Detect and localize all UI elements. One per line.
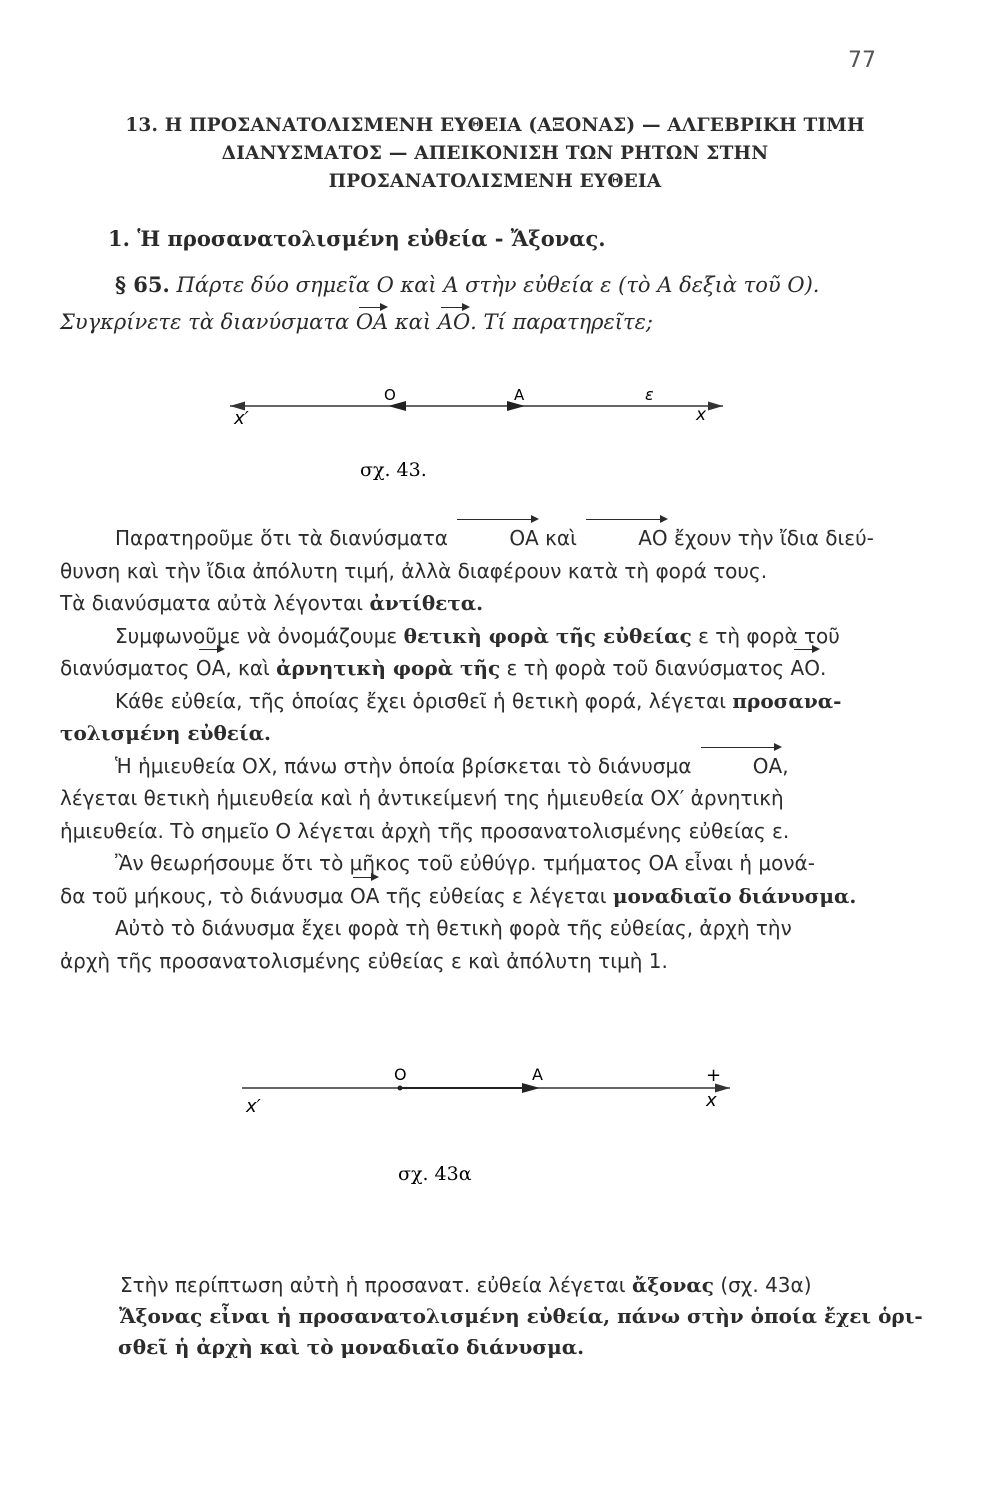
vector-oa: ΟΑ — [355, 310, 389, 334]
page-number: 77 — [848, 48, 876, 73]
paragraph-line: Κάθε εὐθεία, τῆς ὁποίας ἔχει ὁρισθεῖ ἡ θετικὴ φορά, λέγεται προσανα- — [115, 688, 842, 713]
paragraph-line: διανύσματος ΟΑ, καὶ ἀρνητικὴ φορὰ τῆς ε τὴ φορὰ τοῦ διανύσματος ΑΟ. — [60, 652, 905, 685]
x-prime-label: x′ — [234, 408, 249, 429]
term-unit-vector: μοναδιαῖο διάνυσμα. — [612, 883, 857, 908]
exercise-65-line-2 — [60, 310, 653, 334]
vector-oa: ΟΑ — [350, 880, 379, 913]
axis-definition-line: σθεῖ ἡ ἀρχὴ καὶ τὸ μοναδιαῖο διάνυσμα. — [118, 1335, 585, 1359]
vector-ao: ΑΟ — [437, 310, 471, 334]
x-label: x — [706, 1090, 717, 1111]
paragraph-line: ἡμιευθεία. Τὸ σημεῖο Ο λέγεται ἀρχὴ τῆς προσανατολισμένης εὐθείας ε. — [60, 818, 790, 843]
line-e-label: ε — [645, 385, 654, 404]
point-a-label: A — [514, 386, 525, 404]
paragraph-line: Ἡ ἡμιευθεία ΟΧ, πάνω στὴν ὁποία βρίσκεται τὸ διάνυσμα ΟΑ, — [60, 750, 905, 783]
term-axis: ἄξονας — [631, 1273, 714, 1297]
figure-43a-caption: σχ. 43α — [398, 1163, 472, 1185]
exercise-65-line-1 — [115, 272, 819, 297]
exercise-text: καὶ — [394, 310, 432, 334]
term-antitheta: ἀντίθετα. — [369, 591, 484, 615]
unit-vector-arrow — [522, 1083, 540, 1093]
vector-oa: ΟΑ — [196, 652, 225, 685]
vector-oa: ΟΑ — [454, 522, 538, 555]
paragraph-line: ἀρχὴ τῆς προσανατολισμένης εὐθείας ε καὶ ἀπόλυτη τιμὴ 1. — [60, 948, 668, 973]
arrow-head-right — [708, 402, 723, 411]
paragraph-line: τολισμένη εὐθεία. — [60, 721, 271, 745]
point-o-label: O — [394, 1065, 407, 1084]
x-label: x — [696, 405, 707, 425]
term-positive-direction: θετικὴ φορὰ τῆς εὐθείας — [403, 623, 692, 648]
x-prime-label: x′ — [246, 1096, 261, 1117]
paragraph-line: λέγεται θετικὴ ἡμιευθεία καὶ ἡ ἀντικείμενή της ἡμιευθεία ΟΧ′ ἀρνητικὴ — [60, 786, 784, 810]
figure-43-caption: σχ. 43. — [360, 459, 427, 481]
section-title — [90, 112, 900, 196]
definition-block — [118, 1270, 923, 1363]
paragraph-line: Ἂν θεωρήσουμε ὅτι τὸ μῆκος τοῦ εὐθύγρ. τμήματος ΟΑ εἶναι ἡ μονά- — [115, 851, 815, 875]
exercise-label: § 65. — [115, 272, 170, 297]
title-line-1: 13. Η ΠΡΟΣΑΝΑΤΟΛΙΣΜΕΝΗ ΕΥΘΕΙΑ (ΑΞΟΝΑΣ) — ΑΛΓΕΒΡΙΚΗ ΤΙΜΗ — [125, 115, 865, 136]
figure-43 — [220, 380, 740, 490]
paragraph-line: Τὰ διανύσματα αὐτὰ λέγονται ἀντίθετα. — [60, 591, 484, 615]
figure-43a — [230, 1060, 750, 1190]
term-oriented-line: προσανα- — [732, 688, 842, 713]
paragraph-line: Παρατηροῦμε ὅτι τὰ διανύσματα ΟΑ καὶ ΑΟ ἔχουν τὴν ἴδια διεύ- — [60, 522, 905, 555]
subsection-heading: 1. Ἡ προσανατολισμένη εὐθεία - Ἄξονας. — [108, 226, 606, 251]
plus-sign-label: + — [706, 1065, 722, 1086]
title-line-2: ΔΙΑΝΥΣΜΑΤΟΣ — ΑΠΕΙΚΟΝΙΣΗ ΤΩΝ ΡΗΤΩΝ ΣΤΗΝ — [221, 143, 769, 164]
paragraph-line: Στὴν περίπτωση αὐτὴ ἡ προσανατ. εὐθεία λέγεται ἄξονας (σχ. 43α) — [120, 1273, 812, 1297]
exercise-text: Πάρτε δύο σημεῖα Ο καὶ Α στὴν εὐθεία ε (τὸ Α δεξιὰ τοῦ Ο). — [176, 273, 820, 297]
vector-oa: ΟΑ — [698, 750, 782, 783]
point-a-label: A — [532, 1065, 543, 1084]
exercise-text: . Τί παρατηρεῖτε; — [470, 310, 653, 334]
paragraph-line: δα τοῦ μήκους, τὸ διάνυσμα ΟΑ τῆς εὐθείας ε λέγεται μοναδιαῖο διάνυσμα. — [60, 880, 905, 913]
paragraph-line: Αὐτὸ τὸ διάνυσμα ἔχει φορὰ τὴ θετικὴ φορὰ τῆς εὐθείας, ἀρχὴ τὴν — [115, 916, 792, 940]
vector-ao: ΑΟ — [583, 522, 667, 555]
origin-point — [398, 1086, 403, 1091]
point-o-label: O — [384, 386, 396, 404]
paragraph-line: Συμφωνοῦμε νὰ ὀνομάζουμε θετικὴ φορὰ τῆς εὐθείας ε τὴ φορὰ τοῦ — [115, 623, 840, 648]
title-line-3: ΠΡΟΣΑΝΑΤΟΛΙΣΜΕΝΗ ΕΥΘΕΙΑ — [328, 171, 662, 192]
term-negative-direction: ἀρνητικὴ φορὰ τῆς — [276, 656, 501, 680]
paragraph-line: θυνση καὶ τὴν ἴδια ἀπόλυτη τιμή, ἀλλὰ διαφέρουν κατὰ τὴ φορά τους. — [60, 558, 768, 583]
vector-ao: ΑΟ — [791, 652, 820, 685]
main-text — [60, 522, 905, 977]
axis-definition-line: Ἄξονας εἶναι ἡ προσανατολισμένη εὐθεία, πάνω στὴν ὁποία ἔχει ὁρι- — [119, 1304, 923, 1328]
exercise-text: Συγκρίνετε τὰ διανύσματα — [60, 310, 350, 334]
